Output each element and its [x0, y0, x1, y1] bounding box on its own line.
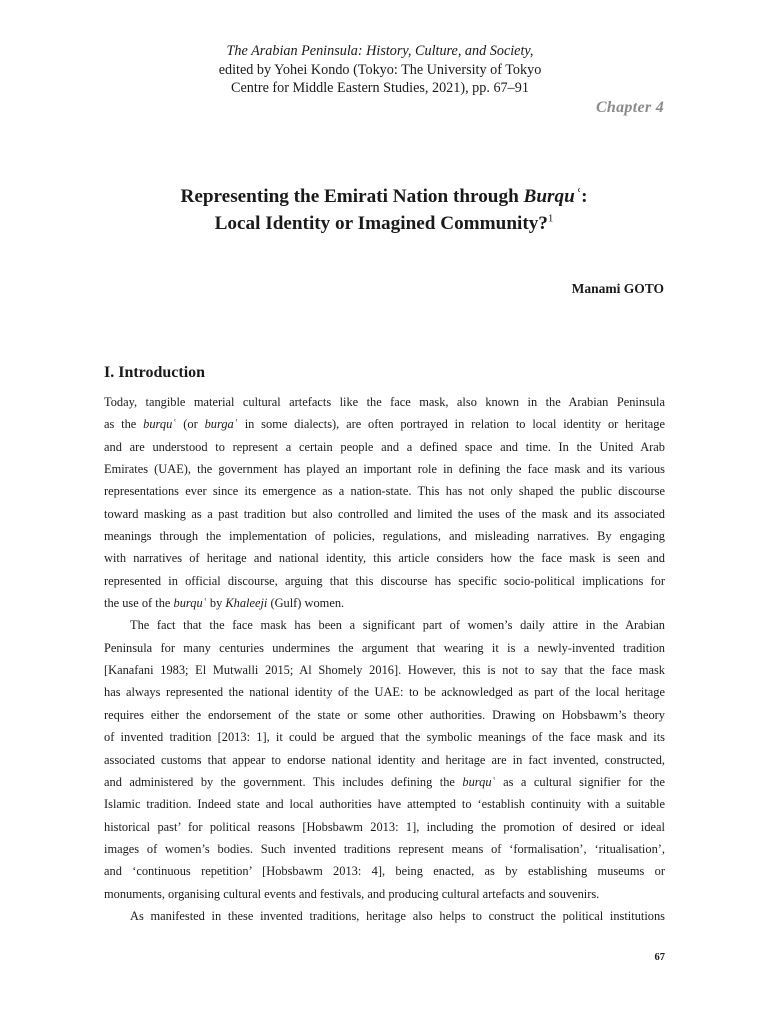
paragraph-1 — [104, 391, 665, 614]
citation-editor-line: edited by Yohei Kondo (Tokyo: The University of Tokyo — [218, 61, 542, 78]
article-title — [104, 184, 664, 237]
paragraph-1-line: representations ever since its emergence as a nation-state. This has not only shaped the public discourse — [104, 484, 665, 499]
body-text — [104, 391, 665, 927]
paragraph-2-line: monuments, organising cultural events and festivals, and producing cultural artefacts and souvenirs. — [104, 886, 600, 901]
chapter-label: Chapter 4 — [595, 99, 664, 116]
title-line1-italic: Burquʿ — [523, 186, 582, 207]
page-number: 67 — [654, 952, 665, 963]
paragraph-2-line: and ‘continuous repetition’ [Hobsbawm 2013: 4], being enacted, as by establishing museums or — [104, 864, 665, 879]
paragraph-1-line: meanings through the implementation of policies, regulations, and misleading narratives. By engaging — [104, 529, 665, 544]
paragraph-1-line: as the burquʿ (or burgaʿ in some dialects), are often portrayed in relation to local identity or heritage — [104, 417, 666, 432]
paragraph-2-line: The fact that the face mask has been a significant part of women’s daily attire in the Arabian — [130, 618, 665, 633]
paragraph-1-line: Emirates (UAE), the government has played an important role in defining the face mask and its various — [104, 462, 665, 477]
paragraph-2-line: has always represented the national identity of the UAE: to be acknowledged as part of the local heritage — [104, 685, 665, 700]
paragraph-1-line: represented in official discourse, arguing that this discourse has specific socio-political implications for — [104, 573, 665, 588]
title-line1-suffix: : — [581, 186, 588, 207]
title-line1-prefix: Representing the Emirati Nation through — [180, 186, 524, 207]
article-title-line1 — [104, 184, 664, 211]
paragraph-1-line: Today, tangible material cultural artefacts like the face mask, also known in the Arabian Peninsula — [104, 395, 665, 409]
paragraph-1-line: the use of the burquʿ by Khaleeji (Gulf) women. — [104, 596, 345, 611]
paragraph-2-line: of invented tradition [2013: 1], it could be argued that the symbolic meanings of the face mask and its — [104, 730, 665, 745]
paragraph-2-line: associated customs that appear to endorse national identity and heritage are in fact invented, constructed, — [104, 752, 665, 767]
citation-publisher-line: Centre for Middle Eastern Studies, 2021), pp. 67–91 — [231, 80, 529, 96]
paragraph-1-line: and are understood to represent a certain people and a defined space and time. In the United Arab — [104, 439, 665, 454]
paragraph-2-line: Peninsula for many centuries undermines the argument that wearing it is a newly-invented tradition — [104, 640, 665, 655]
paragraph-2-line: requires either the endorsement of the state or some other authorities. Drawing on Hobsbawm’s theory — [104, 707, 665, 722]
author-name: Manami GOTO — [571, 281, 664, 296]
article-title-line2 — [104, 211, 664, 238]
paragraph-2-line: Islamic tradition. Indeed state and local authorities have attempted to ‘establish continuity with a suitable — [104, 797, 665, 812]
paragraph-2-line: and administered by the government. This includes defining the burquʿ as a cultural signifier for the — [104, 774, 665, 789]
paragraph-2 — [104, 614, 665, 904]
paragraph-3 — [104, 905, 665, 927]
paragraph-2-line: images of women’s bodies. Such invented traditions represent means of ‘formalisation’, ‘ritualisation’, — [104, 841, 665, 856]
paragraph-2-line: historical past’ for political reasons [Hobsbawm 2013: 1], including the promotion of desired or ideal — [104, 819, 665, 834]
paragraph-1-line: toward masking as a past tradition but also controlled and limited the uses of the mask and its associated — [104, 506, 665, 521]
title-line2-text: Local Identity or Imagined Community? — [214, 212, 548, 234]
citation-book-title: The Arabian Peninsula: History, Culture, and Society, — [226, 43, 534, 59]
paragraph-3-line: As manifested in these invented traditions, heritage also helps to construct the political institutions — [130, 908, 665, 923]
title-footnote-mark: 1 — [547, 212, 554, 225]
section-heading: I. Introduction — [104, 364, 206, 381]
paragraph-1-line: with narratives of heritage and national identity, this article considers how the face mask is seen and — [104, 551, 665, 566]
citation-block — [150, 42, 610, 98]
paragraph-2-line: [Kanafani 1983; El Mutwalli 2015; Al Shomely 2016]. However, this is not to say that the face mask — [104, 663, 665, 678]
